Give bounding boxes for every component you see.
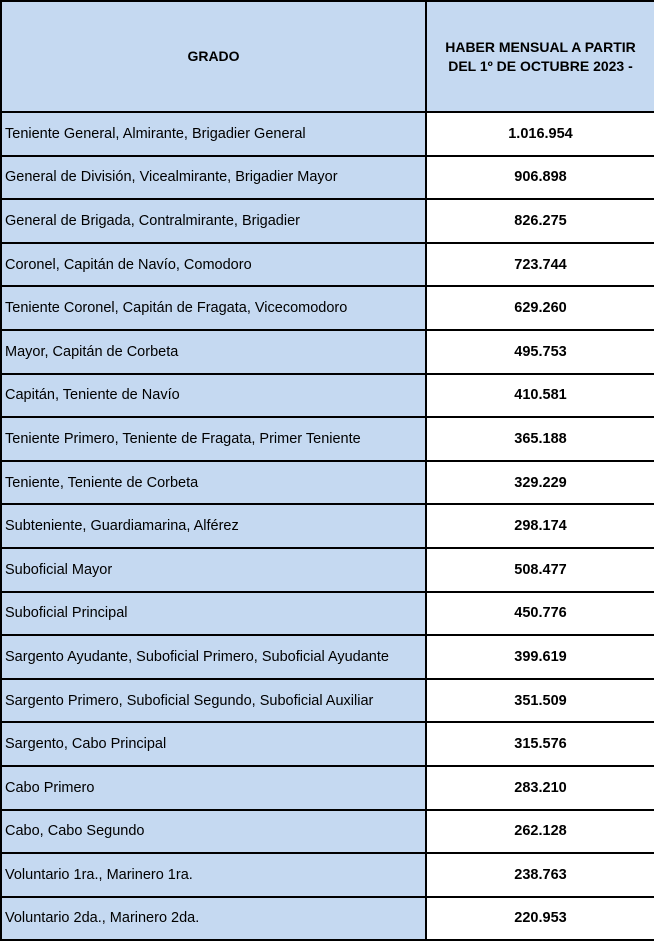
table-row [1, 330, 654, 374]
table-row [1, 766, 654, 810]
header-grado: GRADO [1, 1, 426, 112]
haber-cell: 329.229 [426, 461, 654, 505]
haber-cell: 450.776 [426, 592, 654, 636]
table-row [1, 679, 654, 723]
grado-cell: General de División, Vicealmirante, Brigadier Mayor [1, 156, 426, 200]
haber-cell: 906.898 [426, 156, 654, 200]
table-row [1, 897, 654, 941]
haber-cell: 262.128 [426, 810, 654, 854]
haber-cell: 298.174 [426, 504, 654, 548]
grado-cell: Suboficial Principal [1, 592, 426, 636]
table-row [1, 199, 654, 243]
table-row [1, 112, 654, 156]
haber-cell: 629.260 [426, 286, 654, 330]
haber-cell: 315.576 [426, 722, 654, 766]
table-row [1, 810, 654, 854]
table-row [1, 156, 654, 200]
table-row [1, 286, 654, 330]
table-row [1, 722, 654, 766]
grado-cell: Teniente Coronel, Capitán de Fragata, Vicecomodoro [1, 286, 426, 330]
table-row [1, 417, 654, 461]
haber-cell: 351.509 [426, 679, 654, 723]
table-row [1, 374, 654, 418]
grado-cell: Subteniente, Guardiamarina, Alférez [1, 504, 426, 548]
grado-cell: Voluntario 2da., Marinero 2da. [1, 897, 426, 941]
grado-cell: General de Brigada, Contralmirante, Brigadier [1, 199, 426, 243]
grado-cell: Sargento, Cabo Principal [1, 722, 426, 766]
grado-cell: Capitán, Teniente de Navío [1, 374, 426, 418]
grado-cell: Mayor, Capitán de Corbeta [1, 330, 426, 374]
haber-cell: 283.210 [426, 766, 654, 810]
table-row [1, 592, 654, 636]
grado-cell: Cabo Primero [1, 766, 426, 810]
haber-cell: 365.188 [426, 417, 654, 461]
haber-cell: 508.477 [426, 548, 654, 592]
header-haber-line1: HABER MENSUAL A PARTIR [445, 38, 636, 55]
haber-cell: 495.753 [426, 330, 654, 374]
haber-cell: 410.581 [426, 374, 654, 418]
table-row [1, 461, 654, 505]
table-body [1, 112, 654, 940]
haber-cell: 723.744 [426, 243, 654, 287]
grado-cell: Teniente Primero, Teniente de Fragata, Primer Teniente [1, 417, 426, 461]
haber-cell: 220.953 [426, 897, 654, 941]
grado-cell: Voluntario 1ra., Marinero 1ra. [1, 853, 426, 897]
haber-cell: 826.275 [426, 199, 654, 243]
header-row [1, 1, 654, 112]
grado-cell: Cabo, Cabo Segundo [1, 810, 426, 854]
header-haber-line2: DEL 1º DE OCTUBRE 2023 - [448, 57, 633, 74]
header-haber [426, 1, 654, 112]
haber-cell: 238.763 [426, 853, 654, 897]
table-row [1, 504, 654, 548]
grado-cell: Sargento Ayudante, Suboficial Primero, Suboficial Ayudante [1, 635, 426, 679]
table-row [1, 548, 654, 592]
grado-cell: Teniente General, Almirante, Brigadier General [1, 112, 426, 156]
haber-cell: 1.016.954 [426, 112, 654, 156]
grado-cell: Coronel, Capitán de Navío, Comodoro [1, 243, 426, 287]
table-row [1, 635, 654, 679]
grado-cell: Teniente, Teniente de Corbeta [1, 461, 426, 505]
haber-cell: 399.619 [426, 635, 654, 679]
table-row [1, 243, 654, 287]
grado-cell: Suboficial Mayor [1, 548, 426, 592]
grado-cell: Sargento Primero, Suboficial Segundo, Suboficial Auxiliar [1, 679, 426, 723]
table-row [1, 853, 654, 897]
